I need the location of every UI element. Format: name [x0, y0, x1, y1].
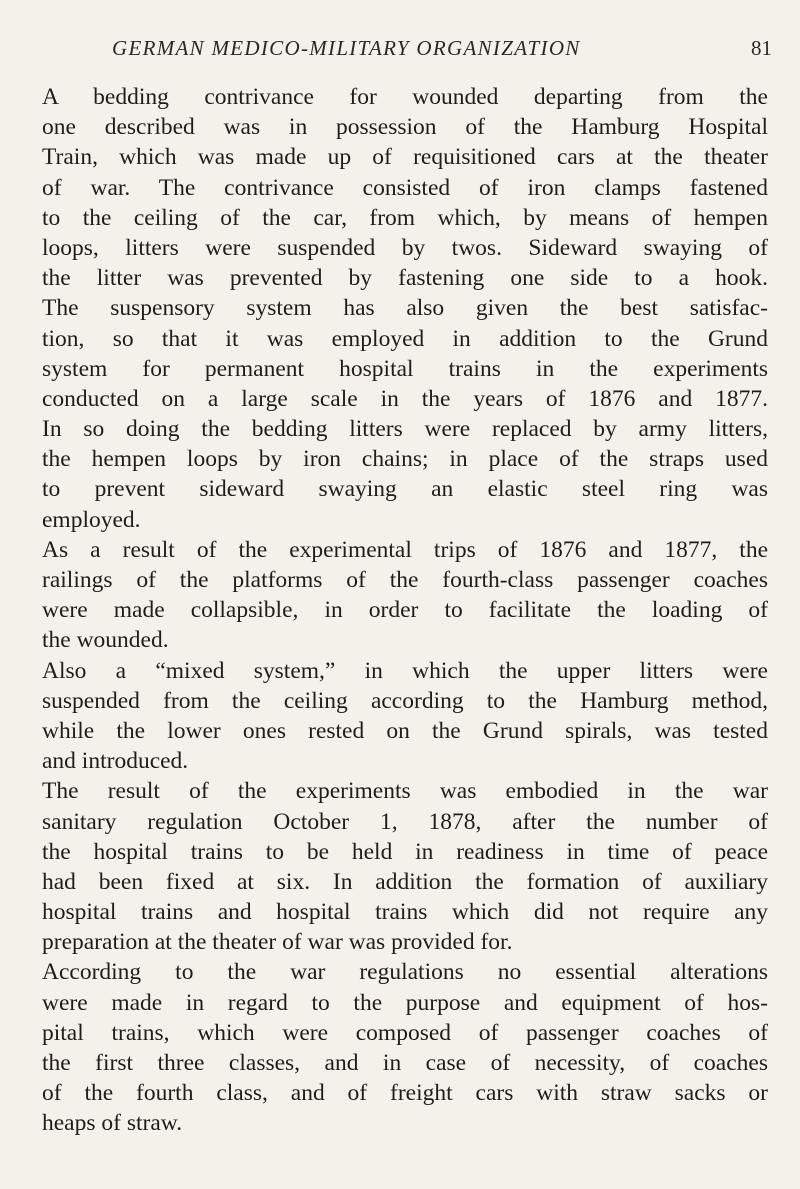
text-line: sanitary regulation October 1, 1878, after the number of: [42, 808, 768, 835]
text-line: suspended from the ceiling according to the Hamburg method,: [42, 687, 768, 714]
text-line: one described was in possession of the Hamburg Hospital: [42, 114, 768, 141]
text-line: of war. The contrivance consisted of iron clamps fastened: [42, 174, 768, 201]
text-line: The suspensory system has also given the best satisfac-: [42, 295, 768, 322]
running-title: GERMAN MEDICO-MILITARY ORGANIZATION: [112, 36, 581, 60]
text-line: loops, litters were suspended by twos. Sideward swaying of: [42, 234, 768, 261]
text-line: preparation at the theater of war was provided for.: [42, 929, 513, 956]
text-line: to prevent sideward swaying an elastic steel ring was: [42, 476, 768, 503]
text-line: In so doing the bedding litters were replaced by army litters,: [42, 416, 768, 443]
text-line: while the lower ones rested on the Grund spirals, was tested: [42, 717, 768, 744]
text-line: to the ceiling of the car, from which, by means of hempen: [42, 204, 768, 231]
text-line: As a result of the experimental trips of 1876 and 1877, the: [42, 536, 768, 563]
running-head: [112, 36, 772, 62]
text-line: system for permanent hospital trains in the experiments: [42, 355, 768, 382]
text-line: pital trains, which were composed of passenger coaches of: [42, 1019, 768, 1046]
text-line: the hospital trains to be held in readiness in time of peace: [42, 838, 768, 865]
text-line: heaps of straw.: [42, 1110, 183, 1137]
text-line: The result of the experiments was embodied in the war: [42, 778, 768, 805]
text-line: the litter was prevented by fastening one side to a hook.: [42, 265, 768, 292]
text-line: the first three classes, and in case of necessity, of coaches: [42, 1050, 768, 1076]
text-line: were made collapsible, in order to facilitate the loading of: [42, 597, 768, 624]
text-line: Also a “mixed system,” in which the upper litters were: [42, 657, 768, 684]
page-number: 81: [751, 36, 772, 60]
text-line: According to the war regulations no essential alterations: [42, 959, 768, 986]
text-line: hospital trains and hospital trains which did not require any: [42, 899, 768, 926]
text-line: the hempen loops by iron chains; in place of the straps used: [42, 446, 768, 473]
text-line: had been fixed at six. In addition the formation of auxiliary: [42, 868, 768, 895]
body-text: [42, 82, 768, 1139]
text-line: and introduced.: [42, 748, 189, 775]
text-line: A bedding contrivance for wounded departing from the: [42, 84, 768, 110]
text-line: Train, which was made up of requisitioned cars at the theater: [42, 144, 768, 171]
text-line: were made in regard to the purpose and equipment of hos-: [42, 989, 768, 1016]
text-line: conducted on a large scale in the years of 1876 and 1877.: [42, 385, 768, 412]
text-line: the wounded.: [42, 627, 169, 654]
text-line: of the fourth class, and of freight cars with straw sacks or: [42, 1080, 768, 1107]
text-line: tion, so that it was employed in addition to the Grund: [42, 325, 768, 352]
text-line: employed.: [42, 506, 141, 533]
text-line: railings of the platforms of the fourth-class passenger coaches: [42, 567, 768, 593]
